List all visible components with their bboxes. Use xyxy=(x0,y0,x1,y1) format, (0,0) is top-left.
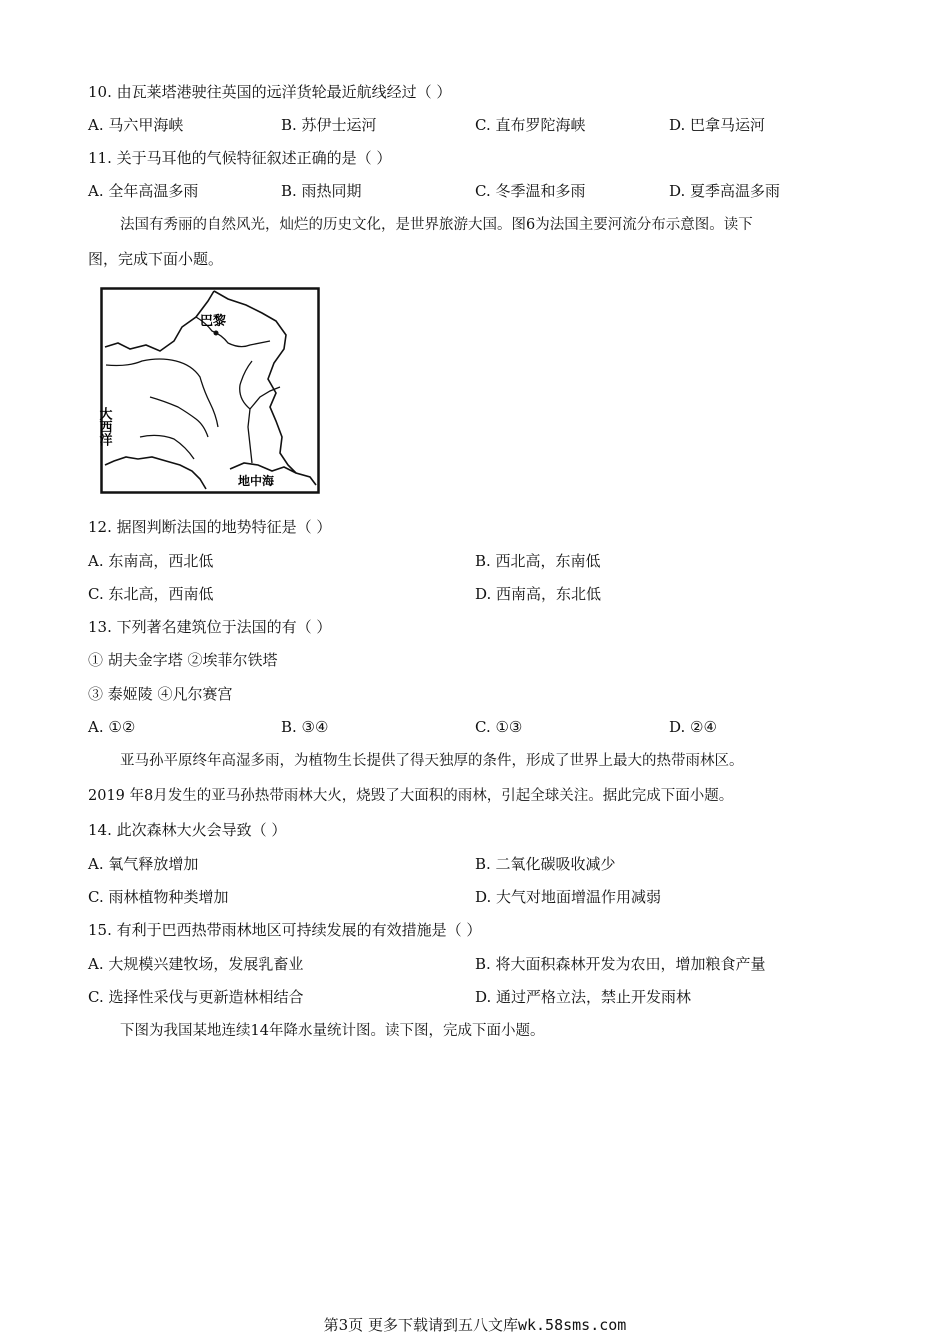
question-15-stem: 15. 有利于巴西热带雨林地区可持续发展的有效措施是（ ） xyxy=(88,921,482,939)
q15-option-c: C. 选择性采伐与更新造林相结合 xyxy=(88,988,304,1006)
passage-amazon-line-1: 亚马孙平原终年高湿多雨，为植物生长提供了得天独厚的条件，形成了世界上最大的热带雨林区。 xyxy=(120,753,744,769)
question-11-stem: 11. 关于马耳他的气候特征叙述正确的是（ ） xyxy=(88,149,392,167)
q11-option-b: B. 雨热同期 xyxy=(281,182,362,200)
footer-promo: 更多下载请到五八文库 xyxy=(363,1316,518,1334)
q11-option-c: C. 冬季温和多雨 xyxy=(475,182,586,200)
q10-option-b: B. 苏伊士运河 xyxy=(281,116,377,134)
passage-france-line-2: 图，完成下面小题。 xyxy=(88,250,224,268)
q12-option-d: D. 西南高，东北低 xyxy=(475,585,602,603)
q10-option-c: C. 直布罗陀海峡 xyxy=(475,116,586,134)
passage-france-line-1: 法国有秀丽的自然风光，灿烂的历史文化，是世界旅游大国。图6为法国主要河流分布示意图。读下 xyxy=(120,217,753,233)
q12-option-a: A. 东南高，西北低 xyxy=(88,552,214,570)
q13-items-line-1: ① 胡夫金字塔 ②埃菲尔铁塔 xyxy=(88,651,278,669)
q15-option-a: A. 大规模兴建牧场，发展乳畜业 xyxy=(88,955,304,973)
q15-option-b: B. 将大面积森林开发为农田，增加粮食产量 xyxy=(475,955,766,973)
q10-option-a: A. 马六甲海峡 xyxy=(88,116,184,134)
footer-site-link[interactable]: wk.58sms.com xyxy=(517,1316,627,1334)
question-13-stem: 13. 下列著名建筑位于法国的有（ ） xyxy=(88,618,332,636)
footer-page-number: 第3页 xyxy=(323,1316,364,1334)
q11-option-a: A. 全年高温多雨 xyxy=(88,182,199,200)
question-12-stem: 12. 据图判断法国的地势特征是（ ） xyxy=(88,518,332,536)
q14-option-b: B. 二氧化碳吸收减少 xyxy=(475,855,616,873)
q12-option-b: B. 西北高，东南低 xyxy=(475,552,601,570)
q14-option-c: C. 雨林植物种类增加 xyxy=(88,888,229,906)
q12-option-c: C. 东北高，西南低 xyxy=(88,585,214,603)
q15-option-d: D. 通过严格立法，禁止开发雨林 xyxy=(475,988,692,1006)
q14-option-d: D. 大气对地面增温作用减弱 xyxy=(475,888,662,906)
paris-marker xyxy=(214,331,219,336)
q13-items-line-2: ③ 泰姬陵 ④凡尔赛宫 xyxy=(88,685,233,703)
map-label-paris: 巴黎 xyxy=(200,314,227,329)
q13-option-a: A. ①② xyxy=(88,718,136,736)
q13-option-d: D. ②④ xyxy=(669,718,717,736)
question-10-stem: 10. 由瓦莱塔港驶往英国的远洋货轮最近航线经过（ ） xyxy=(88,83,452,101)
map-label-atlantic: 大西洋 xyxy=(96,407,112,446)
q11-option-d: D. 夏季高温多雨 xyxy=(669,182,781,200)
passage-rainfall-line-1: 下图为我国某地连续14年降水量统计图。读下图，完成下面小题。 xyxy=(120,1023,545,1039)
q14-option-a: A. 氧气释放增加 xyxy=(88,855,199,873)
france-rivers-map xyxy=(96,287,320,494)
q10-option-d: D. 巴拿马运河 xyxy=(669,116,766,134)
passage-amazon-line-2: 2019 年8月发生的亚马孙热带雨林大火，烧毁了大面积的雨林，引起全球关注。据此完成下面小题。 xyxy=(88,788,734,804)
q13-option-c: C. ①③ xyxy=(475,718,523,736)
page-footer xyxy=(0,1314,950,1335)
question-14-stem: 14. 此次森林大火会导致（ ） xyxy=(88,821,287,839)
map-label-mediterranean: 地中海 xyxy=(238,474,275,488)
q13-option-b: B. ③④ xyxy=(281,718,329,736)
